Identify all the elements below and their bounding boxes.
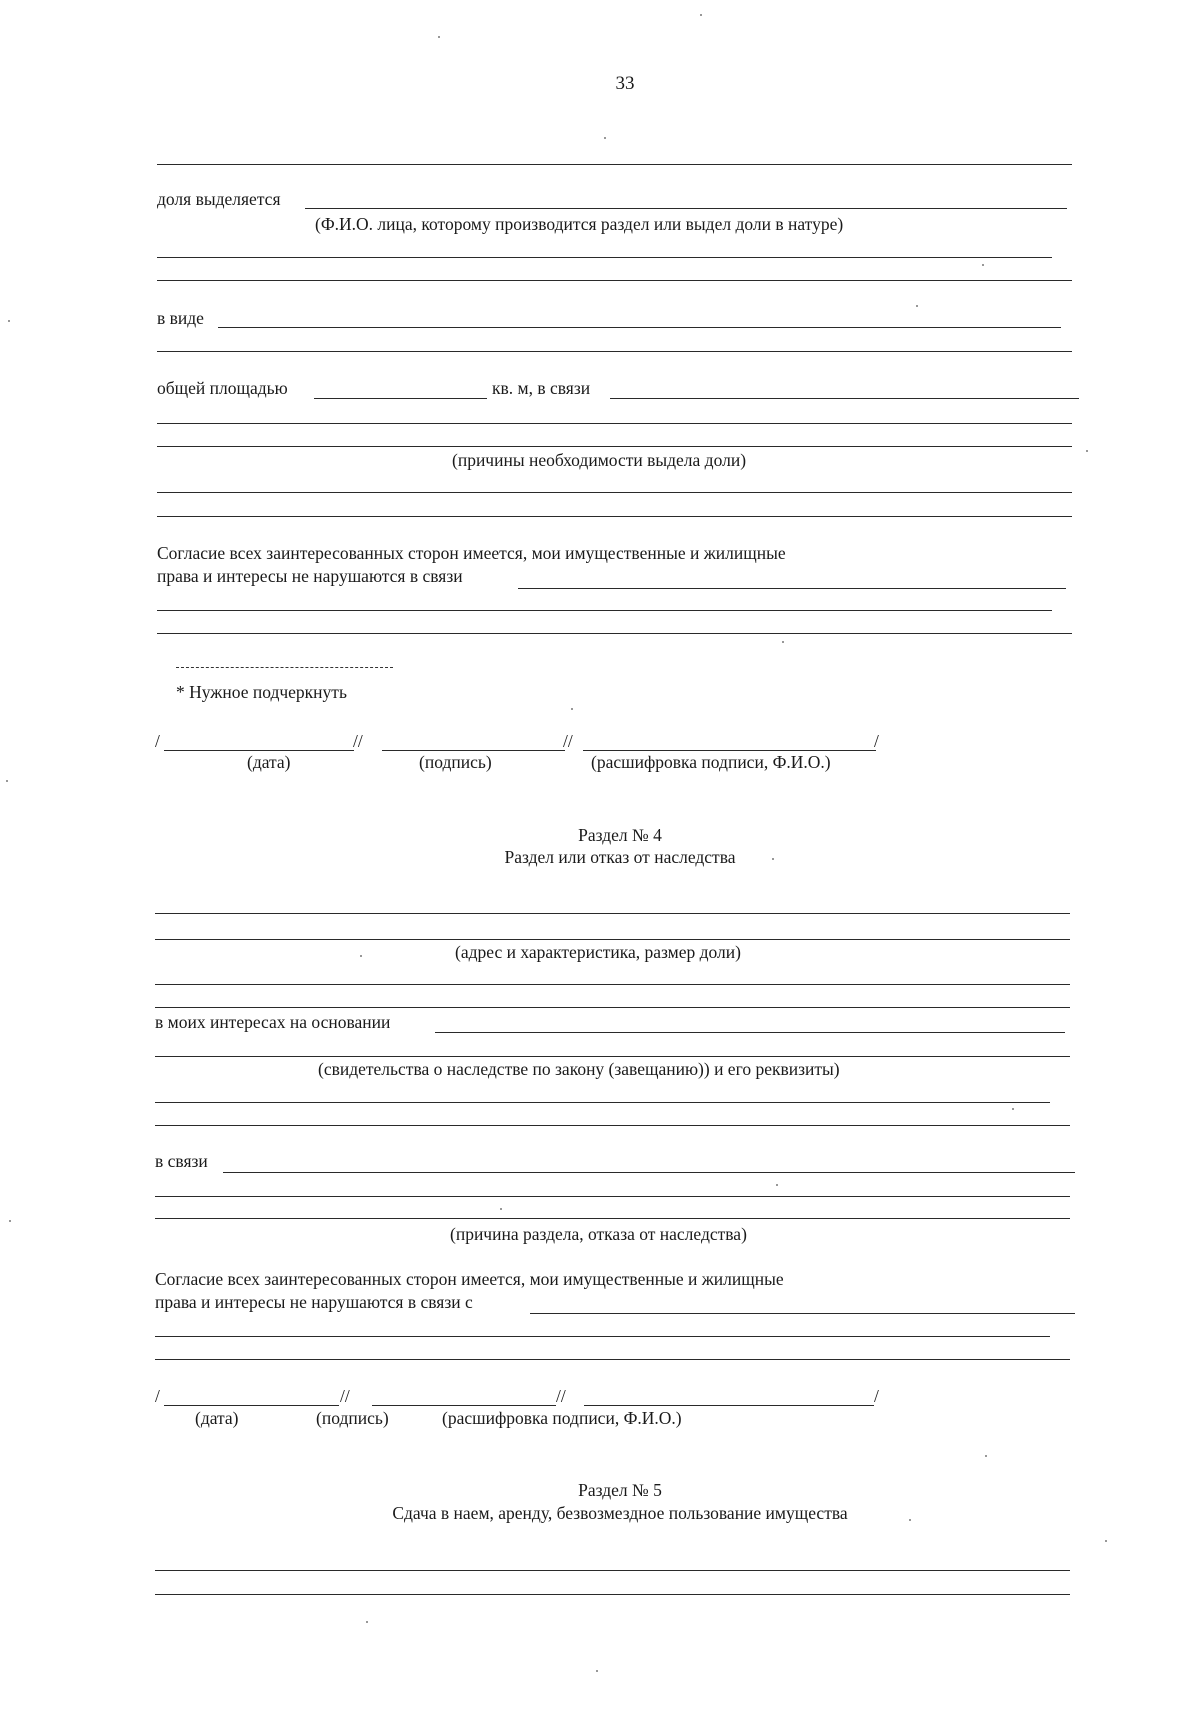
scan-speck [604, 137, 606, 139]
date-label: (дата) [247, 752, 291, 772]
blank-line[interactable] [155, 984, 1070, 985]
scan-speck [438, 36, 440, 38]
blank-line[interactable] [155, 1359, 1070, 1360]
blank-line[interactable] [157, 610, 1052, 611]
consent-line-2: права и интересы не нарушаются в связи с [155, 1292, 473, 1312]
scan-speck [1086, 450, 1088, 452]
slash: / [155, 1386, 160, 1406]
scan-speck [909, 1519, 911, 1521]
scan-speck [1012, 1108, 1014, 1110]
blank-line[interactable] [157, 423, 1072, 424]
blank-line[interactable] [155, 1196, 1070, 1197]
signature-field[interactable] [382, 750, 565, 751]
signature-label: (подпись) [316, 1408, 389, 1428]
scan-speck [1105, 1540, 1107, 1542]
interest-field[interactable] [435, 1032, 1065, 1033]
section-4-subtitle: Раздел или отказ от наследства [504, 847, 736, 867]
slash: // [563, 731, 573, 751]
share-allocated-field[interactable] [305, 208, 1067, 209]
blank-line[interactable] [155, 1056, 1070, 1057]
consent-reason-field[interactable] [518, 588, 1066, 589]
slash: / [874, 1386, 879, 1406]
blank-line[interactable] [157, 633, 1072, 634]
consent-reason-field[interactable] [530, 1313, 1075, 1314]
page-number: 33 [615, 73, 635, 94]
slash: // [340, 1386, 350, 1406]
date-field[interactable] [164, 750, 354, 751]
date-field[interactable] [164, 1405, 339, 1406]
reason-field[interactable] [223, 1172, 1075, 1173]
footnote-divider [176, 667, 393, 668]
slash: / [155, 731, 160, 751]
decode-field[interactable] [584, 1405, 874, 1406]
scan-speck [9, 1220, 11, 1222]
section-4-title: Раздел № 4 [578, 825, 662, 845]
blank-line[interactable] [157, 492, 1072, 493]
decode-field[interactable] [583, 750, 876, 751]
consent-line-1: Согласие всех заинтересованных сторон имеется, мои имущественные и жилищные [157, 543, 786, 563]
share-allocated-label: доля выделяется [157, 189, 281, 209]
total-area-label: общей площадью [157, 378, 288, 398]
blank-line[interactable] [155, 1594, 1070, 1595]
reason-field[interactable] [610, 398, 1079, 399]
interest-label: в моих интересах на основании [155, 1012, 391, 1032]
blank-line[interactable] [155, 913, 1070, 914]
blank-line[interactable] [157, 164, 1072, 165]
scan-speck [360, 955, 362, 957]
share-allocated-hint: (Ф.И.О. лица, которому производится раздел или выдел доли в натуре) [315, 214, 844, 234]
in-form-field[interactable] [218, 327, 1061, 328]
scan-speck [596, 1670, 598, 1672]
blank-line[interactable] [155, 1336, 1050, 1337]
signature-label: (подпись) [419, 752, 492, 772]
date-label: (дата) [195, 1408, 239, 1428]
scan-speck [985, 1455, 987, 1457]
decode-label: (расшифровка подписи, Ф.И.О.) [442, 1408, 682, 1428]
reason-hint: (причина раздела, отказа от наследства) [450, 1224, 747, 1244]
in-form-label: в виде [157, 308, 204, 328]
scan-speck [776, 1184, 778, 1186]
footnote: * Нужное подчеркнуть [176, 682, 347, 702]
consent-line-2: права и интересы не нарушаются в связи [157, 566, 463, 586]
scan-speck [982, 264, 984, 266]
blank-line[interactable] [155, 1570, 1070, 1571]
sqm-reason-label: кв. м, в связи [492, 378, 591, 398]
reason-hint: (причины необходимости выдела доли) [452, 450, 747, 470]
scan-speck [366, 1621, 368, 1623]
scan-speck [782, 641, 784, 643]
scan-speck [6, 780, 8, 782]
total-area-field[interactable] [314, 398, 487, 399]
decode-label: (расшифровка подписи, Ф.И.О.) [591, 752, 831, 772]
reason-label: в связи [155, 1151, 208, 1171]
section-5-subtitle: Сдача в наем, аренду, безвозмездное пользование имущества [392, 1503, 848, 1523]
blank-line[interactable] [155, 1125, 1070, 1126]
slash: / [874, 731, 879, 751]
scan-speck [500, 1208, 502, 1210]
blank-line[interactable] [157, 257, 1052, 258]
section-5-title: Раздел № 5 [578, 1480, 662, 1500]
slash: // [556, 1386, 566, 1406]
blank-line[interactable] [157, 280, 1072, 281]
scan-speck [8, 320, 10, 322]
blank-line[interactable] [155, 1218, 1070, 1219]
scan-speck [772, 858, 774, 860]
blank-line[interactable] [155, 939, 1070, 940]
blank-line[interactable] [155, 1102, 1050, 1103]
certificate-hint: (свидетельства о наследстве по закону (завещанию)) и его реквизиты) [318, 1059, 840, 1079]
blank-line[interactable] [157, 446, 1072, 447]
slash: // [353, 731, 363, 751]
blank-line[interactable] [157, 351, 1072, 352]
consent-line-1: Согласие всех заинтересованных сторон имеется, мои имущественные и жилищные [155, 1269, 784, 1289]
blank-line[interactable] [155, 1007, 1070, 1008]
scan-speck [700, 14, 702, 16]
scan-speck [571, 708, 573, 710]
signature-field[interactable] [372, 1405, 556, 1406]
scan-speck [916, 305, 918, 307]
blank-line[interactable] [157, 516, 1072, 517]
address-hint: (адрес и характеристика, размер доли) [455, 942, 741, 962]
